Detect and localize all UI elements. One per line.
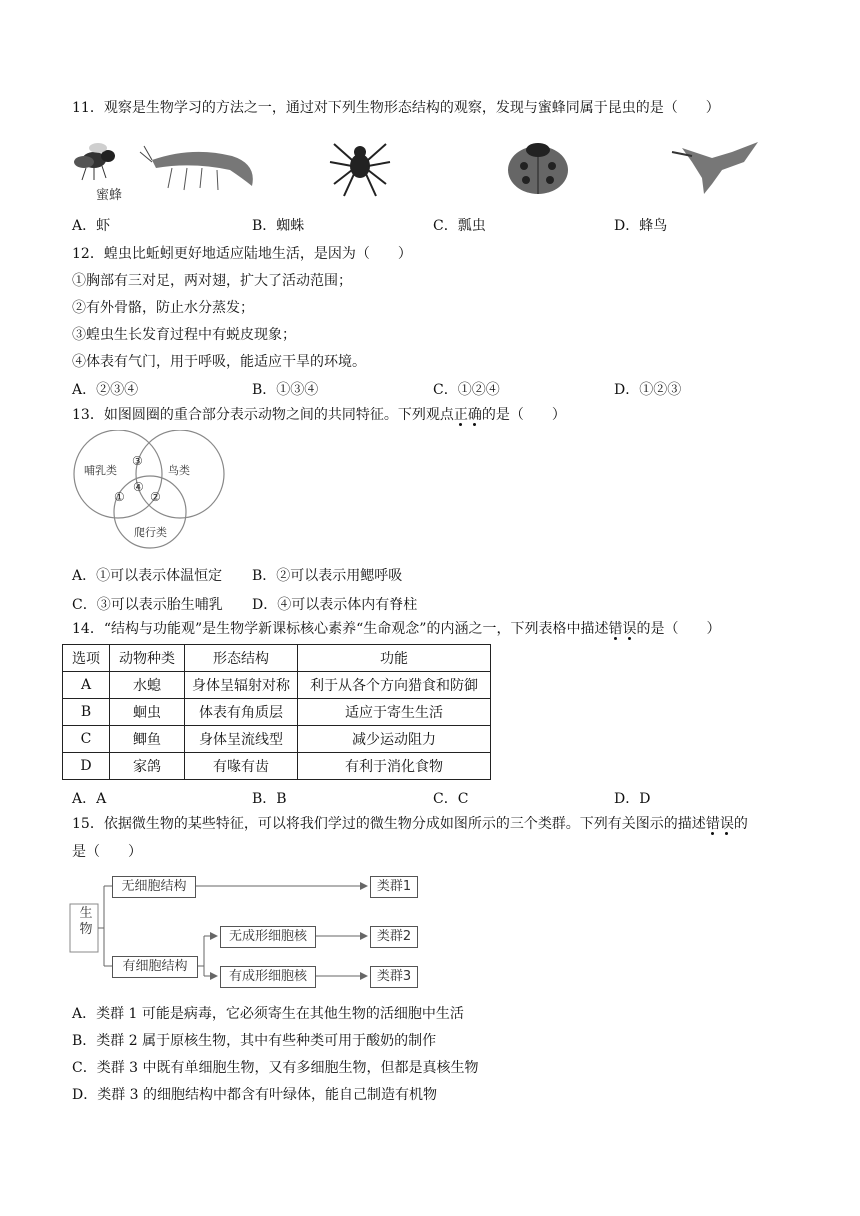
q11-option-c: C．瓢虫	[433, 218, 486, 234]
q13-option-a: A．①可以表示体温恒定	[72, 568, 223, 584]
venn-label-bird: 鸟类	[168, 464, 190, 477]
q11-option-b: B．蜘蛛	[252, 218, 305, 234]
table-cell: 有喙有齿	[185, 753, 298, 780]
q12-stem: 12．蝗虫比蚯蚓更好地适应陆地生活，是因为（ ）	[72, 246, 412, 262]
table-cell: 身体呈流线型	[185, 726, 298, 753]
table-row	[63, 672, 491, 699]
q14-table	[62, 644, 491, 780]
table-cell: C	[63, 726, 110, 753]
table-cell: 适应于寄生生活	[298, 699, 491, 726]
table-header-cell: 选项	[63, 645, 110, 672]
q14-option-d: D．D	[614, 791, 651, 807]
q12-option-d: D．①②③	[614, 382, 682, 398]
table-row	[63, 699, 491, 726]
table-row	[63, 753, 491, 780]
diagram-group-3: 类群3	[370, 966, 418, 988]
table-cell: 有利于消化食物	[298, 753, 491, 780]
spider-image	[330, 144, 390, 196]
table-cell: 身体呈辐射对称	[185, 672, 298, 699]
q15-stem: 15．依据微生物的某些特征，可以将我们学过的微生物分成如图所示的三个类群。下列有关图示的描述错误的	[72, 816, 748, 832]
diagram-has-nucleus: 有成形细胞核	[220, 966, 316, 988]
bee-label: 蜜蜂	[96, 188, 123, 203]
q12-option-b: B．①③④	[252, 382, 319, 398]
diagram-group-1: 类群1	[370, 876, 418, 898]
q14-option-a: A．A	[72, 791, 107, 807]
ladybug-image	[508, 143, 568, 194]
q14-stem: 14．“结构与功能观”是生物学新课标核心素养“生命观念”的内涵之一，下列表格中描述错误的是（ ）	[72, 621, 721, 637]
q12-option-c: C．①②④	[433, 382, 500, 398]
bee-image	[74, 143, 115, 180]
table-header-cell: 形态结构	[185, 645, 298, 672]
diagram-no-nucleus: 无成形细胞核	[220, 926, 316, 948]
q12-item-4: ④体表有气门，用于呼吸，能适应干旱的环境。	[72, 354, 366, 370]
table-cell: 水螅	[110, 672, 185, 699]
diagram-root-label: 生物	[79, 906, 93, 937]
q13-option-b: B．②可以表示用鳃呼吸	[252, 568, 403, 584]
venn-label-mammal: 哺乳类	[84, 464, 117, 477]
q12-item-1: ①胸部有三对足，两对翅，扩大了活动范围；	[72, 273, 352, 289]
venn-region-2: ②	[150, 490, 161, 504]
table-header-cell: 功能	[298, 645, 491, 672]
q13-option-d: D．④可以表示体内有脊柱	[252, 597, 418, 613]
q15-option-d: D．类群 3 的细胞结构中都含有叶绿体，能自己制造有机物	[72, 1087, 438, 1103]
table-cell: 鲫鱼	[110, 726, 185, 753]
table-cell: 减少运动阻力	[298, 726, 491, 753]
q11-option-a: A．虾	[72, 218, 111, 234]
q11-stem: 11．观察是生物学习的方法之一，通过对下列生物形态结构的观察，发现与蜜蜂同属于昆虫的是（ ）	[72, 100, 720, 116]
diagram-has-cell-structure: 有细胞结构	[112, 956, 198, 978]
table-cell: 蛔虫	[110, 699, 185, 726]
venn-region-3: ③	[132, 454, 143, 468]
shrimp-image	[140, 146, 253, 190]
table-cell: 利于从各个方向猎食和防御	[298, 672, 491, 699]
table-row	[63, 726, 491, 753]
venn-region-1: ①	[114, 490, 125, 504]
q15-option-a: A．类群 1 可能是病毒，它必须寄生在其他生物的活细胞中生活	[72, 1006, 464, 1022]
table-cell: A	[63, 672, 110, 699]
q11-option-d: D．蜂鸟	[614, 218, 668, 234]
q15-option-b: B．类群 2 属于原核生物，其中有些种类可用于酸奶的制作	[72, 1033, 437, 1049]
diagram-no-cell-structure: 无细胞结构	[112, 876, 196, 898]
q12-item-2: ②有外骨骼，防止水分蒸发；	[72, 300, 254, 316]
diagram-group-2: 类群2	[370, 926, 418, 948]
q12-item-3: ③蝗虫生长发育过程中有蜕皮现象；	[72, 327, 296, 343]
q14-option-b: B．B	[252, 791, 287, 807]
table-header-cell: 动物种类	[110, 645, 185, 672]
q13-stem: 13．如图圆圈的重合部分表示动物之间的共同特征。下列观点正确的是（ ）	[72, 407, 566, 423]
q13-option-c: C．③可以表示胎生哺乳	[72, 597, 223, 613]
q15-stem-line2: 是（ ）	[72, 844, 142, 860]
q14-option-c: C．C	[433, 791, 469, 807]
table-cell: 体表有角质层	[185, 699, 298, 726]
hummingbird-image	[672, 142, 758, 194]
table-cell: D	[63, 753, 110, 780]
table-cell: B	[63, 699, 110, 726]
q11-animal-pictures	[72, 138, 772, 204]
table-header-row	[63, 645, 491, 672]
table-cell: 家鸽	[110, 753, 185, 780]
q12-option-a: A．②③④	[72, 382, 139, 398]
q15-option-c: C．类群 3 中既有单细胞生物，又有多细胞生物，但都是真核生物	[72, 1060, 479, 1076]
venn-region-4: ④	[133, 480, 144, 494]
venn-label-reptile: 爬行类	[134, 526, 167, 539]
